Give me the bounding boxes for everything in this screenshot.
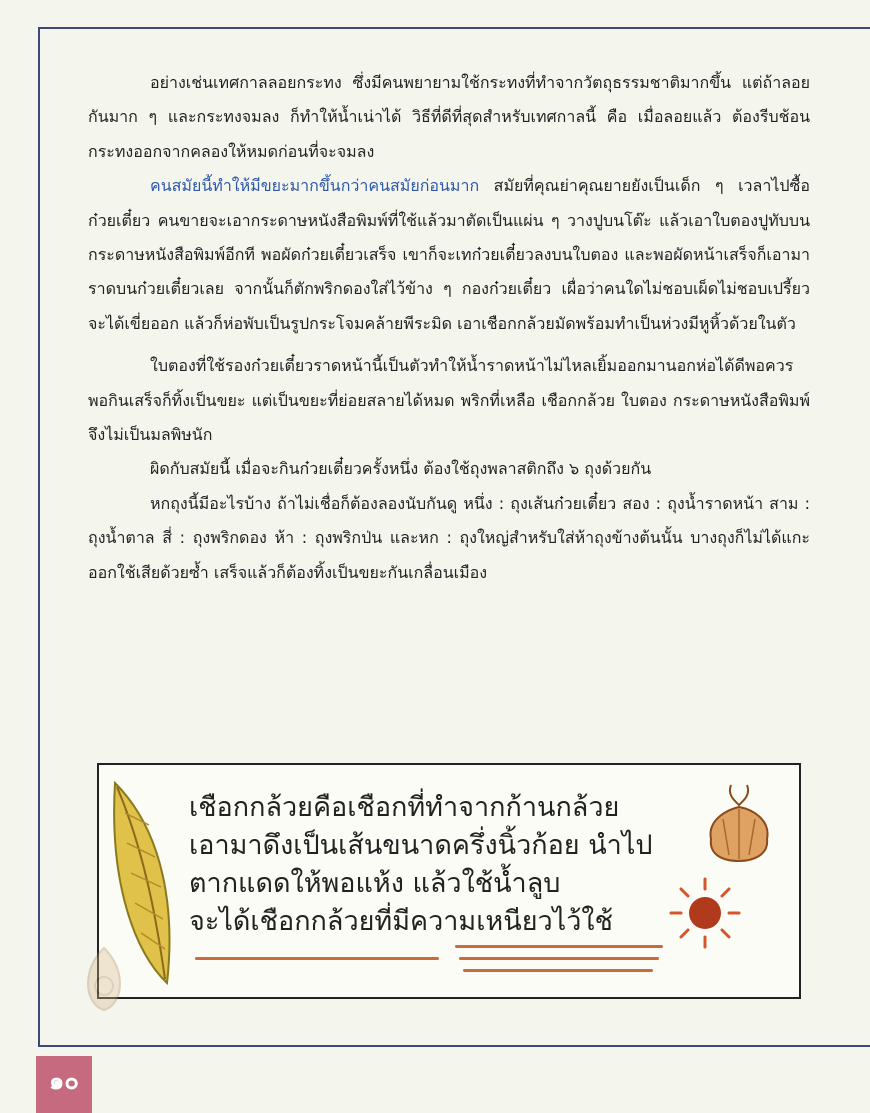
paragraph-3: ใบตองที่ใช้รองก๋วยเตี๋ยวราดหน้านี้เป็นตัวทำให้น้ำราดหน้าไม่ไหลเยิ้มออกมานอกห่อได้ดีพอควร พอกินเสร็จก็ทิ้งเป็นขยะ แต่เป็นขยะที่ย่อยสลายได้หมด พริกที่เหลือ เชือกกล้วย ใบตอง กระดาษหนังสือพิมพ์ จึงไม่เป็นมลพิษนัก <box>88 356 810 445</box>
info-line-3: ตากแดดให้พอแห้ง แล้วใช้น้ำลูบ <box>189 868 561 899</box>
highlight-phrase: คนสมัยนี้ทำให้มีขยะมากขึ้นกว่าคนสมัยก่อนมาก <box>150 176 480 196</box>
paragraph-5: หกถุงนี้มีอะไรบ้าง ถ้าไม่เชื่อก็ต้องลองนับกันดู หนึ่ง : ถุงเส้นก๋วยเตี๋ยว สอง : ถุงน้ำราดหน้า สาม : ถุงน้ำตาล สี่ : ถุงพริกดอง ห้า : ถุงพริกป่น และหก : ถุงใหญ่สำหรับใส่ห้าถุงข้างต้นนั้น บางถุงก็ไม่ได้แกะออกใช้เสียด้วยซ้ำ เสร็จแล้วก็ต้องทิ้งเป็นขยะกันเกลื่อนเมือง <box>88 493 810 582</box>
paragraph-1: อย่างเช่นเทศกาลลอยกระทง ซึ่งมีคนพยายามใช้กระทงที่ทำจากวัตถุธรรมชาติมากขึ้น แต่ถ้าลอยกันมาก ๆ และกระทงจมลง ก็ทำให้น้ำเน่าได้ วิธีที่ดีที่สุดสำหรับเทศกาลนี้ คือ เมื่อลอยแล้ว ต้องรีบช้อนกระทงออกจากคลองให้หมดก่อนที่จะจมลง <box>88 73 810 161</box>
watermark-emblem-icon <box>80 946 128 1012</box>
info-box-text <box>189 789 659 941</box>
decorative-line <box>459 957 659 960</box>
body-text <box>88 66 810 590</box>
page-number: ๑๐ <box>36 1056 92 1113</box>
banana-rope-info-box <box>97 763 801 999</box>
sun-icon <box>665 873 745 953</box>
paragraph-2-text: สมัยที่คุณย่าคุณยายยังเป็นเด็ก ๆ เวลาไปซื้อก๋วยเตี๋ยว คนขายจะเอากระดาษหนังสือพิมพ์ที่ใช้แล้วมาตัดเป็นแผ่น ๆ วางปูบนโต๊ะ แล้วเอาใบตองปูทับบนกระดาษหนังสือพิมพ์อีกที พอผัดก๋วยเตี๋ยวเสร็จ เขาก็จะเทก๋วยเตี๋ยวลงบนใบตอง และพอผัดหน้าเสร็จก็เอามาราดบนก๋วยเตี๋ยวเลย จากนั้นก็ตักพริกดองใส่ไว้ข้าง ๆ กองก๋วยเตี๋ยว เผื่อว่าคนใดไม่ชอบเผ็ดไม่ชอบเปรี้ยว จะได้เขี่ยออก แล้วก็ห่อพับเป็นรูปกระโจมคล้ายพีระมิด เอาเชือกกล้วยมัดพร้อมทำเป็นห่วงมีหูหิ้วด้วยในตัว <box>88 176 810 333</box>
decorative-line <box>195 957 439 960</box>
info-line-2: เอามาดึงเป็นเส้นขนาดครึ่งนิ้วก้อย นำไป <box>189 830 653 861</box>
decorative-line <box>463 969 653 972</box>
info-line-4: จะได้เชือกกล้วยที่มีความเหนียวไว้ใช้ <box>189 906 613 937</box>
info-line-1: เชือกกล้วยคือเชือกที่ทำจากก้านกล้วย <box>189 792 620 823</box>
paragraph-2 <box>88 169 810 341</box>
paragraph-4: ผิดกับสมัยนี้ เมื่อจะกินก๋วยเตี๋ยวครั้งหนึ่ง ต้องใช้ถุงพลาสติกถึง ๖ ถุงด้วยกัน <box>150 459 652 479</box>
decorative-line <box>455 945 663 948</box>
cloth-pouch-icon <box>699 779 779 869</box>
